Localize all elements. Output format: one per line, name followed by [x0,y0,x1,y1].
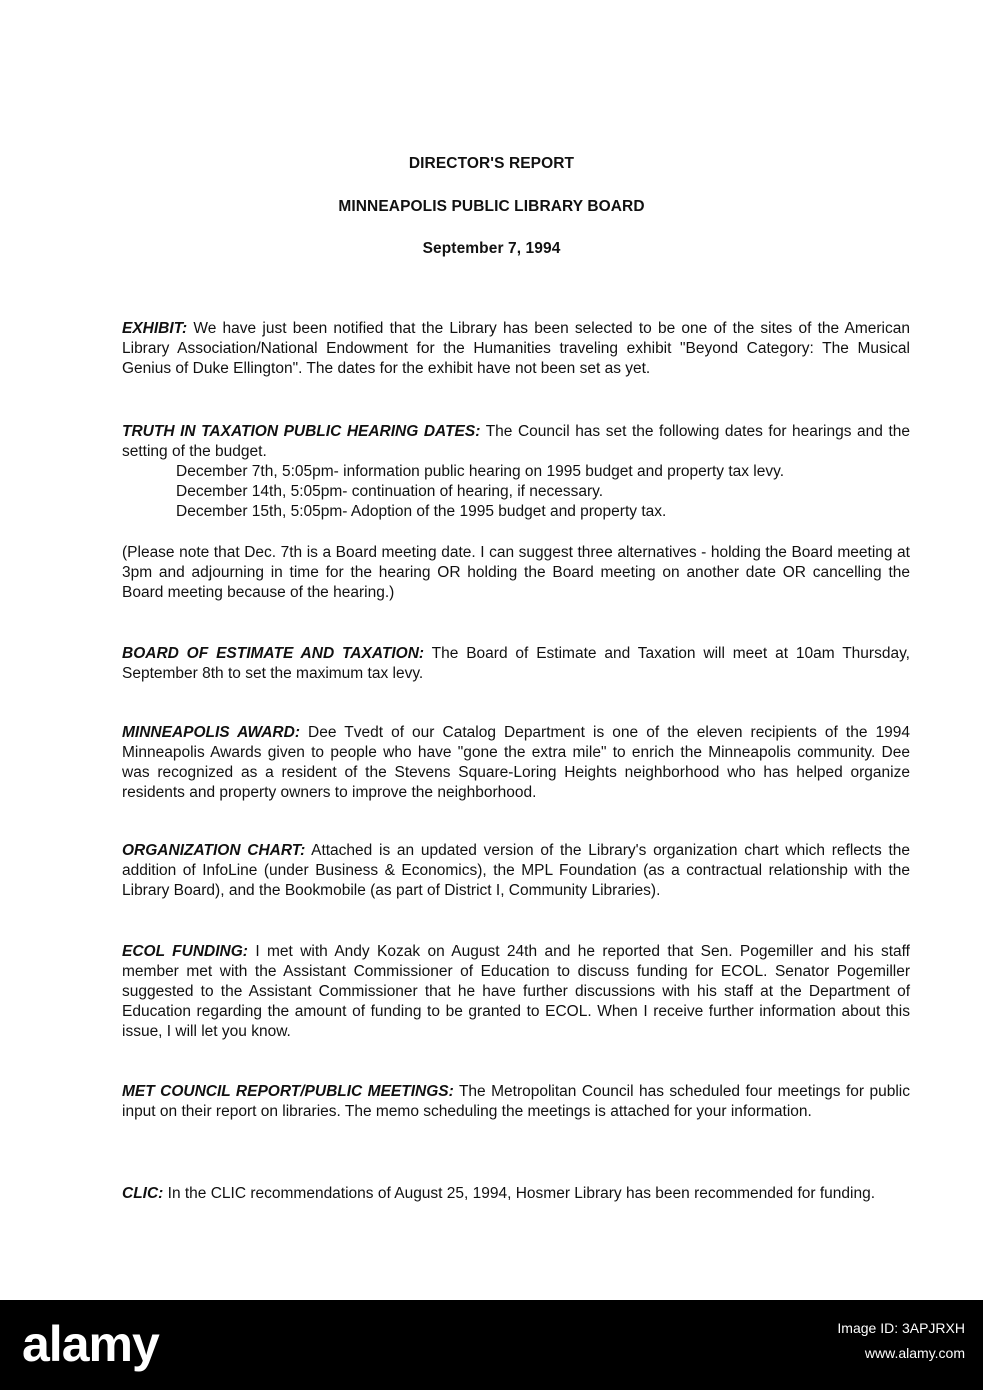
board-name: MINNEAPOLIS PUBLIC LIBRARY BOARD [338,198,645,215]
board-meeting-note: (Please note that Dec. 7th is a Board meeting date. I can suggest three alternatives - holding the Board meeting at 3pm and adjourning in time for the hearing OR holding the Board meeting on another date OR cancelling the Board meeting because of the hearing.) [122,544,910,601]
section-body: In the CLIC recommendations of August 25, 1994, Hosmer Library has been recommended for funding. [167,1185,876,1202]
section-exhibit [122,319,910,379]
section-body: We have just been notified that the Library has been selected to be one of the sites of the American Library Association/National Endowment for the Humanities traveling exhibit "Beyond Category: The Musical Genius of Duke Ellington". The dates for the exhibit have not been set as yet. [122,320,910,377]
alamy-logo: alamy [22,1316,159,1372]
section-label: ECOL FUNDING: [122,943,248,960]
section-label: EXHIBIT: [122,320,188,337]
section-label: TRUTH IN TAXATION PUBLIC HEARING DATES: [122,423,481,440]
section-label: MINNEAPOLIS AWARD: [122,724,300,741]
section-organization-chart [122,841,910,901]
stock-url: www.alamy.com [864,1345,965,1361]
section-body: The Metropolitan Council has scheduled four meetings for public input on their report on libraries. The memo scheduling the meetings is attached for your information. [122,1083,910,1120]
section-body: Attached is an updated version of the Library's organization chart which reflects the addition of InfoLine (under Business & Economics), the MPL Foundation (as a contractual relationship with the Library Board), and the Bookmobile (as part of District I, Community Libraries). [122,842,910,899]
section-ecol-funding [122,942,910,1042]
section-label: ORGANIZATION CHART: [122,842,306,859]
report-date: September 7, 1994 [422,240,561,257]
section-label: CLIC: [122,1185,164,1202]
section-minneapolis-award [122,723,910,803]
section-clic [122,1184,910,1204]
stock-watermark-banner [0,1300,983,1390]
section-body: Dee Tvedt of our Catalog Department is one of the eleven recipients of the 1994 Minneapolis Awards given to people who have "gone the extra mile" to enrich the Minneapolis community. Dee was recognized as a resident of the Stevens Square-Loring Heights neighborhood who has helped organize residents and property owners to improve the neighborhood. [122,724,910,801]
schedule-item: December 7th, 5:05pm- information public hearing on 1995 budget and property tax levy. [176,463,785,480]
section-body: The Council has set the following dates for hearings and the setting of the budget. [122,423,910,460]
schedule-item: December 15th, 5:05pm- Adoption of the 1995 budget and property tax. [176,503,667,520]
section-truth-in-taxation [122,422,910,522]
section-body: The Board of Estimate and Taxation will meet at 10am Thursday, September 8th to set the maximum tax levy. [122,645,910,682]
section-board-of-estimate [122,644,910,684]
section-label: BOARD OF ESTIMATE AND TAXATION: [122,645,425,662]
report-title: DIRECTOR'S REPORT [408,155,575,172]
image-id: Image ID: 3APJRXH [837,1320,965,1336]
schedule-item: December 14th, 5:05pm- continuation of hearing, if necessary. [176,483,604,500]
section-label: MET COUNCIL REPORT/PUBLIC MEETINGS: [122,1083,454,1100]
section-body: I met with Andy Kozak on August 24th and he reported that Sen. Pogemiller and his staff member met with the Assistant Commissioner of Education to discuss funding for ECOL. Senator Pogemiller suggested to the Assistant Commissioner that he have further discussions with his staff at the Department of Education regarding the amount of funding to be granted to ECOL. When I receive further information about this issue, I will let you know. [122,943,910,1040]
section-met-council [122,1082,910,1122]
